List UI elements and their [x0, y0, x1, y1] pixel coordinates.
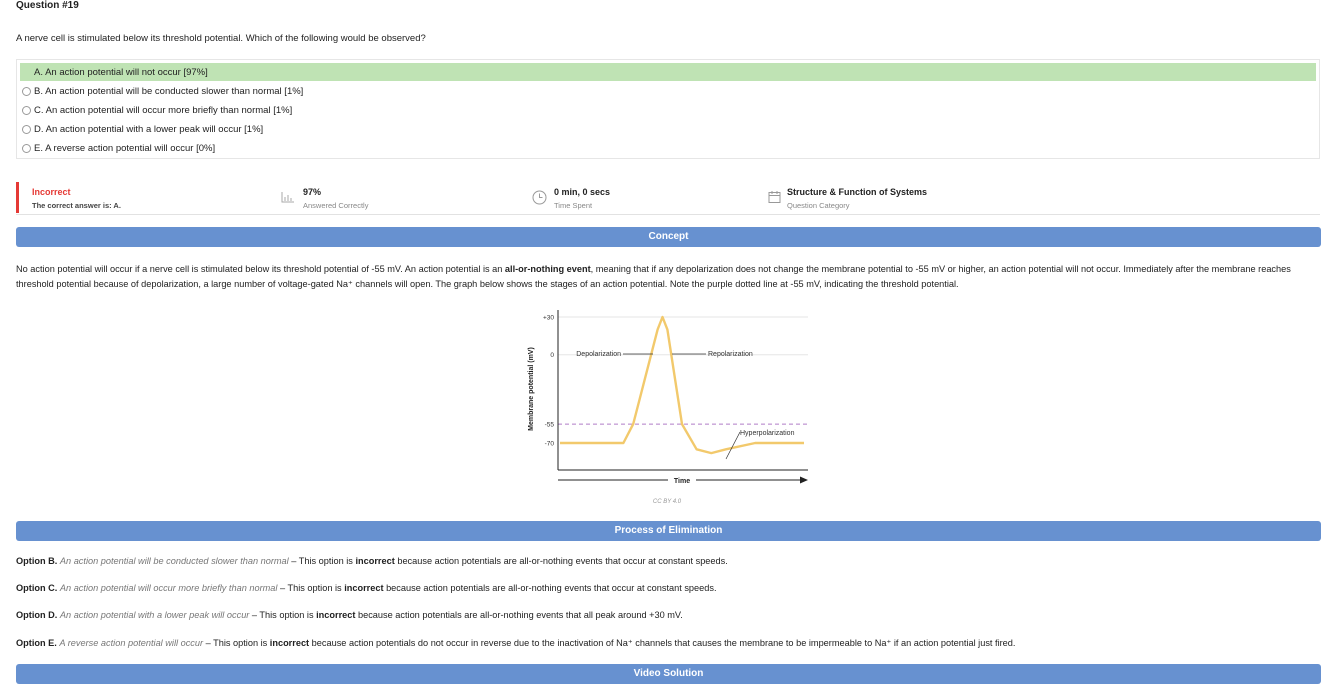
- ytick-label: 0: [550, 352, 554, 360]
- option-verdict: incorrect: [269, 638, 310, 648]
- choice-d[interactable]: [20, 120, 1316, 138]
- option-reason: because action potentials are all-or-nothing events that occur at constant speeds.: [394, 556, 728, 566]
- choice-a-label: A. An action potential will not occur [97%]: [34, 66, 208, 78]
- option-dash: – This option is: [249, 610, 317, 620]
- category-label: Question Category: [787, 201, 850, 210]
- choice-b[interactable]: [20, 82, 1316, 100]
- incorrect-indicator: [16, 182, 19, 213]
- arrowhead-icon: [800, 477, 808, 484]
- option-text: An action potential will be conducted slower than normal: [59, 556, 289, 566]
- choice-c-label: C. An action potential will occur more briefly than normal [1%]: [34, 104, 293, 116]
- x-axis-label: Time: [673, 478, 691, 485]
- concept-text: [16, 262, 1316, 291]
- option-reason: because action potentials are all-or-nothing events that all peak around +30 mV.: [355, 610, 683, 620]
- radio-icon[interactable]: [22, 106, 31, 115]
- concept-header[interactable]: Concept: [16, 227, 1321, 247]
- depolarization-label: Depolarization: [576, 351, 621, 358]
- choice-c[interactable]: [20, 101, 1316, 119]
- repolarization-label: Repolarization: [708, 351, 753, 358]
- radio-icon[interactable]: [22, 87, 31, 96]
- ytick-label: -55: [544, 421, 554, 429]
- bar-chart-icon: [281, 191, 295, 203]
- choice-e[interactable]: [20, 139, 1316, 157]
- concept-bold-term: all-or-nothing event: [504, 264, 591, 274]
- clock-icon: [532, 190, 547, 205]
- concept-text-part-2: , meaning that if any depolarization does not change the membrane potential to -55 mV or higher, an action potential will not occur. Immediately after the membrane reaches threshold potential because of depolarization, a large number of voltage-gated Na⁺ channels will open. The graph below shows the stages of an action potential. Note the purple dotted line at -55 mV, indicating the threshold potential.: [16, 264, 1291, 289]
- elimination-option-b: [16, 556, 728, 566]
- option-text: A reverse action potential will occur: [59, 638, 204, 648]
- y-axis-label: Membrane potential (mV): [528, 347, 535, 431]
- choice-e-label: E. A reverse action potential will occur [0%]: [34, 142, 216, 154]
- elimination-header[interactable]: Process of Elimination: [16, 521, 1321, 541]
- percent-label: Answered Correctly: [303, 201, 369, 210]
- option-dash: – This option is: [203, 638, 270, 648]
- radio-icon[interactable]: [22, 125, 31, 134]
- option-text: An action potential with a lower peak will occur: [59, 610, 250, 620]
- hyperpolarization-label: Hyperpolarization: [740, 430, 795, 437]
- concept-text-part-1: No action potential will occur if a nerve cell is stimulated below its threshold potential of -55 mV. An action potential is an: [16, 264, 505, 274]
- option-reason: because action potentials do not occur in reverse due to the inactivation of Na⁺ channels that causes the membrane to be impermeable to Na⁺ if an action potential just fired.: [309, 638, 1016, 648]
- ytick-label: +30: [542, 314, 554, 322]
- option-dash: – This option is: [277, 583, 345, 593]
- elimination-option-e: [16, 638, 1015, 649]
- option-verdict: incorrect: [355, 556, 395, 566]
- choice-d-label: D. An action potential with a lower peak will occur [1%]: [34, 123, 264, 135]
- option-dash: – This option is: [288, 556, 356, 566]
- radio-icon[interactable]: [22, 144, 31, 153]
- question-text: A nerve cell is stimulated below its threshold potential. Which of the following would be observed?: [16, 33, 426, 44]
- correct-answer-note: The correct answer is: A.: [32, 201, 121, 210]
- choice-a[interactable]: [20, 63, 1316, 81]
- elimination-option-d: [16, 610, 683, 620]
- option-verdict: incorrect: [316, 610, 356, 620]
- choice-b-label: B. An action potential will be conducted slower than normal [1%]: [34, 85, 304, 97]
- option-verdict: incorrect: [344, 583, 384, 593]
- result-stats: [16, 182, 1320, 215]
- ytick-label: -70: [544, 440, 554, 448]
- percent-correct: 97%: [303, 187, 322, 197]
- option-head: Option E.: [16, 638, 57, 648]
- time-label: Time Spent: [554, 201, 593, 210]
- option-head: Option D.: [16, 610, 58, 620]
- question-number: Question #19: [16, 0, 79, 11]
- calendar-icon: [768, 190, 781, 204]
- time-spent: 0 min, 0 secs: [554, 187, 611, 197]
- image-credit: CC BY 4.0: [652, 499, 682, 505]
- option-reason: because action potentials are all-or-nothing events that occur at constant speeds.: [383, 583, 717, 593]
- option-head: Option B.: [16, 556, 58, 566]
- action-potential-chart: [520, 306, 820, 492]
- option-text: An action potential will occur more briefly than normal: [59, 583, 278, 593]
- elimination-option-c: [16, 583, 717, 593]
- answer-choices: [16, 59, 1320, 159]
- result-status: Incorrect: [32, 187, 71, 197]
- video-solution-header[interactable]: Video Solution: [16, 664, 1321, 684]
- question-category: Structure & Function of Systems: [787, 187, 928, 197]
- option-head: Option C.: [16, 583, 58, 593]
